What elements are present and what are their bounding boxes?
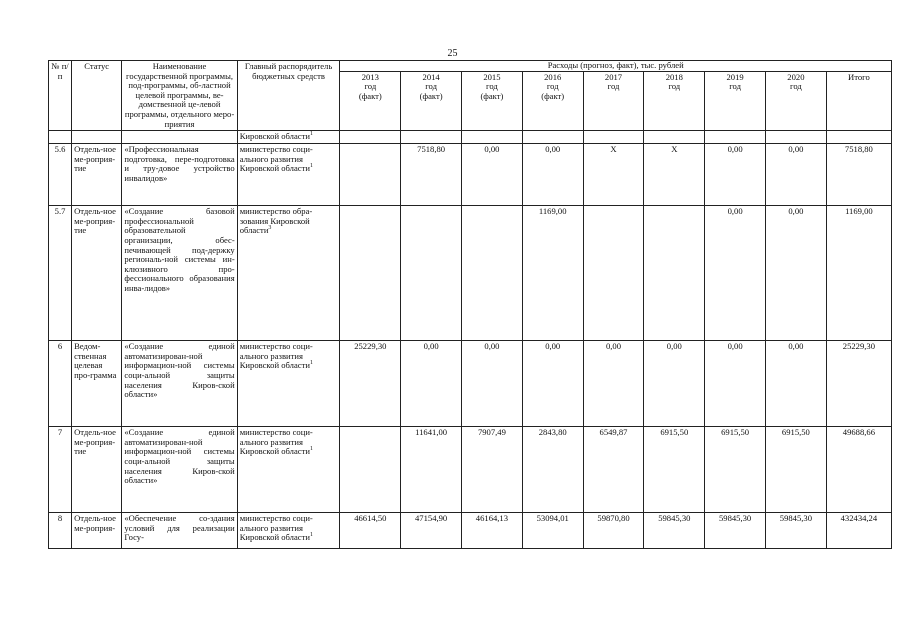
cell-value: 11641,00 (401, 427, 462, 513)
header-no: № п/п (49, 61, 72, 131)
cell-value (401, 206, 462, 341)
cell-value: 0,00 (705, 144, 766, 206)
cell-value: 0,00 (401, 341, 462, 427)
row-manager: министерство обра-зования Кировской области$^3$ (237, 206, 340, 341)
cell-value: 0,00 (462, 144, 523, 206)
header-name: Наименование государственной программы, под-программы, об-ластной целевой программы, ве-домственной це-левой программы, отдельного меро-приятия (122, 61, 237, 131)
header-status: Статус (72, 61, 122, 131)
table-row (49, 513, 892, 549)
cell-value (340, 144, 401, 206)
cell-value: 0,00 (522, 341, 583, 427)
cell-value: 46164,13 (462, 513, 523, 549)
cell-value: 0,00 (705, 341, 766, 427)
cell-value: 7518,80 (401, 144, 462, 206)
cell-value: 2843,80 (522, 427, 583, 513)
cell-value: X (644, 144, 705, 206)
cell-total: 25229,30 (826, 341, 891, 427)
cell-value: 47154,90 (401, 513, 462, 549)
cell-total: 432434,24 (826, 513, 891, 549)
row-name: «Создание единой автоматизирован-ной информацион-ной системы соци-альной защиты населения Киров-ской области» (122, 427, 237, 513)
row-name: «Создание единой автоматизирован-ной информацион-ной системы соци-альной защиты населения Киров-ской области» (122, 341, 237, 427)
cell-value: 0,00 (766, 144, 827, 206)
row-status: Отдель-ное ме-роприя-тие (72, 144, 122, 206)
cell-total: 49688,66 (826, 427, 891, 513)
cell-value: 0,00 (705, 206, 766, 341)
cell-value: 0,00 (766, 341, 827, 427)
header-year: 2019 год (705, 71, 766, 131)
table-row (49, 341, 892, 427)
cell-value: 0,00 (583, 341, 644, 427)
row-status: Отдель-ное ме-роприя-тие (72, 206, 122, 341)
row-manager: министерство соци-ального развития Кировской области$^1$ (237, 427, 340, 513)
row-name: «Профессиональная подготовка, пере-подготовка и тру-довое устройство инвалидов» (122, 144, 237, 206)
table-row (49, 427, 892, 513)
row-manager: министерство соци-ального развития Кировской области$^1$ (237, 513, 340, 549)
continuation-manager: Кировской области$^1$ (237, 131, 340, 144)
cell-value (462, 206, 523, 341)
row-name: «Обеспечение со-здания условий для реализации Госу- (122, 513, 237, 549)
cell-value: 53094,01 (522, 513, 583, 549)
cell-value: 59845,30 (766, 513, 827, 549)
header-year: 2016 год (факт) (522, 71, 583, 131)
cell-value: 46614,50 (340, 513, 401, 549)
cell-value (583, 206, 644, 341)
table-row (49, 144, 892, 206)
header-year: 2015 год (факт) (462, 71, 523, 131)
header-year: 2013 год (факт) (340, 71, 401, 131)
cell-value: 6915,50 (705, 427, 766, 513)
row-status: Отдель-ное ме-роприя-тие (72, 427, 122, 513)
cell-value: 59870,80 (583, 513, 644, 549)
cell-value: 0,00 (644, 341, 705, 427)
header-year: 2018 год (644, 71, 705, 131)
cell-value (340, 427, 401, 513)
cell-value: 6915,50 (766, 427, 827, 513)
row-manager: министерство соци-ального развития Кировской области$^1$ (237, 144, 340, 206)
header-expenses: Расходы (прогноз, факт), тыс. рублей (340, 61, 892, 72)
row-number: 8 (49, 513, 72, 549)
row-status: Ведом-ственная целевая про-грамма (72, 341, 122, 427)
cell-value: 59845,30 (644, 513, 705, 549)
row-number: 6 (49, 341, 72, 427)
header-manager: Главный распорядитель бюджетных средств (237, 61, 340, 131)
cell-value: 0,00 (766, 206, 827, 341)
cell-value (644, 206, 705, 341)
row-manager: министерство соци-ального развития Кировской области$^1$ (237, 341, 340, 427)
cell-value: 0,00 (462, 341, 523, 427)
row-number: 5.7 (49, 206, 72, 341)
budget-table (48, 60, 892, 549)
cell-value: 7907,49 (462, 427, 523, 513)
cell-value: 25229,30 (340, 341, 401, 427)
cell-total: 1169,00 (826, 206, 891, 341)
page-number: 25 (447, 48, 458, 59)
row-number: 7 (49, 427, 72, 513)
header-total: Итого (826, 71, 891, 131)
cell-value: X (583, 144, 644, 206)
header-year: 2017 год (583, 71, 644, 131)
row-name: «Создание базовой профессиональной образовательной организации, обес-печивающей под-держку региональ-ной системы ин-клюзивного про-фессионального образования инва-лидов» (122, 206, 237, 341)
header-year: 2020 год (766, 71, 827, 131)
cell-value: 59845,30 (705, 513, 766, 549)
cell-value: 6915,50 (644, 427, 705, 513)
row-number: 5.6 (49, 144, 72, 206)
cell-total: 7518,80 (826, 144, 891, 206)
continuation-row (49, 131, 892, 144)
table-row (49, 206, 892, 341)
cell-value: 0,00 (522, 144, 583, 206)
header-year: 2014 год (факт) (401, 71, 462, 131)
cell-value: 1169,00 (522, 206, 583, 341)
cell-value (340, 206, 401, 341)
row-status: Отдель-ное ме-роприя- (72, 513, 122, 549)
cell-value: 6549,87 (583, 427, 644, 513)
header-row-1 (49, 61, 892, 72)
